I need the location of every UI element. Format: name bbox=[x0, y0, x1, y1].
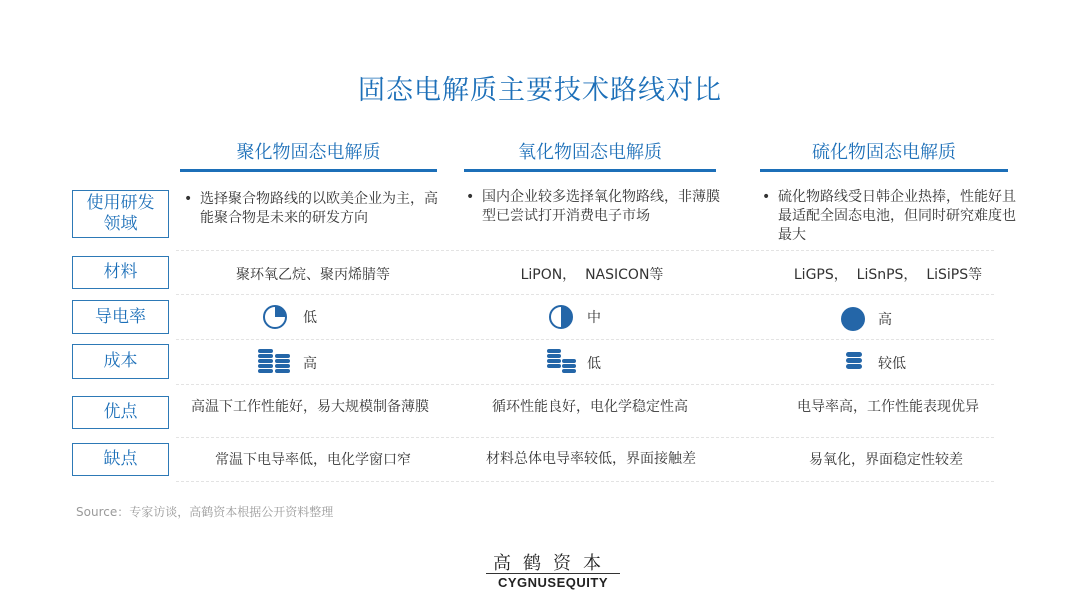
coin-stack-icon bbox=[844, 350, 864, 374]
row-label-cons bbox=[72, 443, 169, 476]
row-label-cons-text: 缺点 bbox=[103, 449, 138, 469]
logo-divider bbox=[486, 573, 620, 574]
row-label-pros bbox=[72, 396, 169, 429]
cell-material-sulfide: LiGPS， LiSnPS， LiSiPS等 bbox=[793, 267, 983, 283]
cell-conductivity-polymer: 低 bbox=[303, 310, 317, 326]
cell-usage-polymer-text: 选择聚合物路线的以欧美企业为主，高能聚合物是未来的研发方向 bbox=[200, 191, 438, 226]
row-label-usage-text: 使用研发领域 bbox=[86, 193, 155, 234]
bullet: • bbox=[466, 189, 475, 205]
cell-cost-sulfide: 较低 bbox=[878, 356, 906, 372]
row-label-material bbox=[72, 256, 169, 289]
row-label-pros-text: 优点 bbox=[103, 402, 138, 422]
coin-stack-icon bbox=[546, 346, 578, 376]
row-divider bbox=[176, 437, 994, 438]
column-header-oxide: 氧化物固态电解质 bbox=[464, 136, 716, 172]
row-label-conductivity bbox=[72, 300, 169, 334]
row-divider bbox=[176, 384, 994, 385]
cell-cons-sulfide: 易氧化，界面稳定性较差 bbox=[809, 452, 963, 468]
row-label-cost bbox=[72, 344, 169, 379]
column-header-polymer: 聚化物固态电解质 bbox=[180, 136, 437, 172]
row-divider bbox=[176, 250, 994, 251]
cell-usage-oxide-text: 国内企业较多选择氧化物路线，非薄膜型已尝试打开消费电子市场 bbox=[482, 189, 720, 224]
cell-pros-oxide: 循环性能良好，电化学稳定性高 bbox=[492, 399, 688, 415]
cell-conductivity-oxide: 中 bbox=[587, 310, 601, 326]
conductivity-gauge-icon bbox=[262, 304, 288, 330]
row-label-usage bbox=[72, 190, 169, 238]
row-divider bbox=[176, 481, 994, 482]
logo-cn: 高鹤资本 bbox=[493, 553, 613, 574]
cell-cons-polymer: 常温下电导率低，电化学窗口窄 bbox=[215, 452, 411, 468]
cell-cost-polymer: 高 bbox=[303, 356, 317, 372]
cell-pros-sulfide: 电导率高，工作性能表现优异 bbox=[797, 399, 979, 415]
conductivity-gauge-icon bbox=[548, 304, 574, 330]
cell-material-oxide: LiPON， NASICON等 bbox=[520, 267, 664, 283]
cell-material-polymer: 聚环氧乙烷、聚丙烯腈等 bbox=[236, 267, 390, 283]
bullet: • bbox=[184, 191, 193, 207]
page-title: 固态电解质主要技术路线对比 bbox=[358, 75, 722, 106]
cell-usage-polymer bbox=[184, 190, 446, 228]
conductivity-gauge-icon bbox=[840, 306, 866, 332]
cell-conductivity-sulfide: 高 bbox=[878, 312, 892, 328]
coin-stack-icon bbox=[256, 346, 292, 376]
source-note: Source：专家访谈，高鹤资本根据公开资料整理 bbox=[76, 505, 334, 519]
bullet: • bbox=[762, 189, 771, 205]
row-label-material-text: 材料 bbox=[103, 262, 138, 282]
cell-usage-sulfide bbox=[762, 188, 1020, 245]
row-divider bbox=[176, 294, 994, 295]
cell-pros-polymer: 高温下工作性能好，易大规模制备薄膜 bbox=[191, 399, 429, 415]
cell-usage-oxide bbox=[466, 188, 728, 226]
cell-cons-oxide: 材料总体电导率较低，界面接触差 bbox=[486, 451, 696, 467]
row-label-cost-text: 成本 bbox=[103, 351, 138, 371]
logo-en: CYGNUSEQUITY bbox=[497, 575, 608, 590]
column-header-sulfide: 硫化物固态电解质 bbox=[760, 136, 1008, 172]
cell-usage-sulfide-text: 硫化物路线受日韩企业热捧，性能好且最适配全固态电池，但同时研究难度也最大 bbox=[778, 189, 1016, 243]
cell-cost-oxide: 低 bbox=[587, 356, 601, 372]
row-label-conductivity-text: 导电率 bbox=[95, 306, 146, 327]
row-divider bbox=[176, 339, 994, 340]
